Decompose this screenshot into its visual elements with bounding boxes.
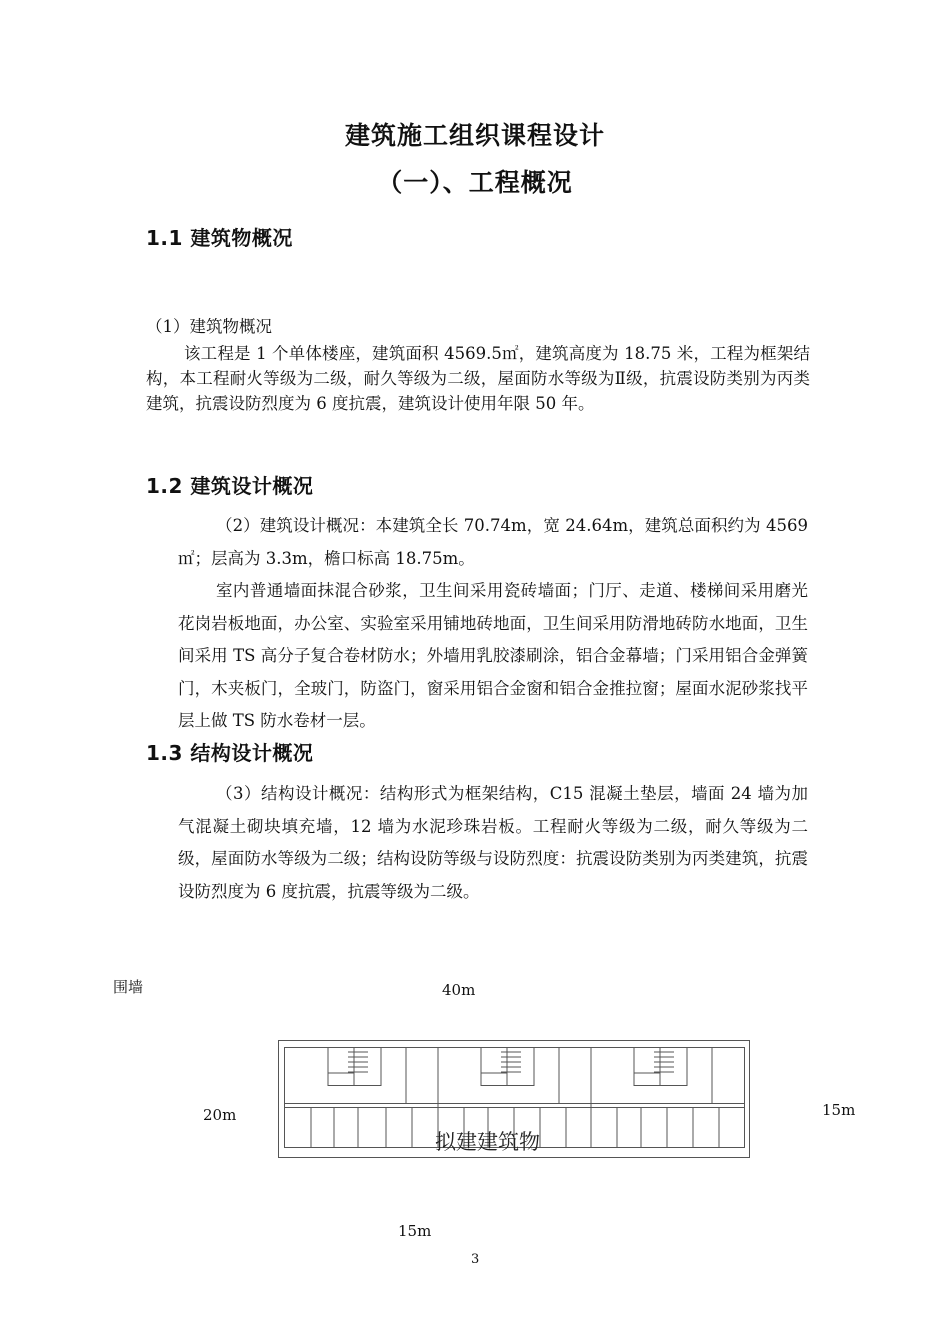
stair-core-3 <box>634 1048 687 1086</box>
heading-1-1: 1.1 建筑物概况 <box>146 226 293 250</box>
paragraph-building-overview: 该工程是 1 个单体楼座，建筑面积 4569.5㎡，建筑高度为 18.75 米，工程为框架结构，本工程耐火等级为二级，耐久等级为二级，屋面防水等级为Ⅱ级，抗震设防类别为丙类建筑，抗震设防烈度为 6 度抗震，建筑设计使用年限 50 年。 <box>146 344 810 413</box>
document-title: 建筑施工组织课程设计 <box>344 121 605 150</box>
building-label: 拟建建筑物 <box>435 1130 540 1154</box>
section-title: （一）、工程概况 <box>377 168 573 197</box>
right-dimension: 15m <box>822 1101 856 1119</box>
subheading-1: （1）建筑物概况 <box>146 317 272 336</box>
stair-core-2 <box>481 1048 534 1086</box>
building-plan-diagram <box>278 1040 750 1158</box>
upper-rooms <box>406 1048 712 1104</box>
paragraph-finishes: 室内普通墙面抹混合砂浆，卫生间采用瓷砖墙面；门厅、走道、楼梯间采用磨光花岗岩板地面，办公室、实验室采用铺地砖地面，卫生间采用防滑地砖防水地面，卫生间采用 TS 高分子复合卷材防水；外墙用乳胶漆刷涂，铝合金幕墙；门采用铝合金弹簧门，木夹板门，全玻门，防盗门，窗采用铝合金窗和铝合金推拉窗；屋面水泥砂浆找平层上做 TS 防水卷材一层。 <box>178 581 808 730</box>
left-dimension: 20m <box>203 1106 237 1124</box>
stair-core-1 <box>328 1048 381 1086</box>
top-dimension: 40m <box>442 981 476 999</box>
paragraph-design-overview: （2）建筑设计概况：本建筑全长 70.74m，宽 24.64m，建筑总面积约为 4569 ㎡；层高为 3.3m，檐口标高 18.75m。 <box>178 516 808 568</box>
bottom-dimension: 15m <box>398 1222 432 1240</box>
paragraph-structure-overview: （3）结构设计概况：结构形式为框架结构，C15 混凝土垫层，墙面 24 墙为加气混凝土砌块填充墙，12 墙为水泥珍珠岩板。工程耐火等级为二级，耐久等级为二级，屋面防水等级为二级；结构设防等级与设防烈度：抗震设防类别为丙类建筑，抗震设防烈度为 6 度抗震，抗震等级为二级。 <box>178 784 808 901</box>
wall-label: 围墙 <box>113 978 144 996</box>
section-1-3-body <box>178 778 808 908</box>
heading-1-3: 1.3 结构设计概况 <box>146 741 314 765</box>
heading-1-2: 1.2 建筑设计概况 <box>146 474 314 498</box>
page-number: 3 <box>471 1252 480 1267</box>
section-1-1-body <box>146 314 810 416</box>
section-1-2-body <box>178 510 808 738</box>
